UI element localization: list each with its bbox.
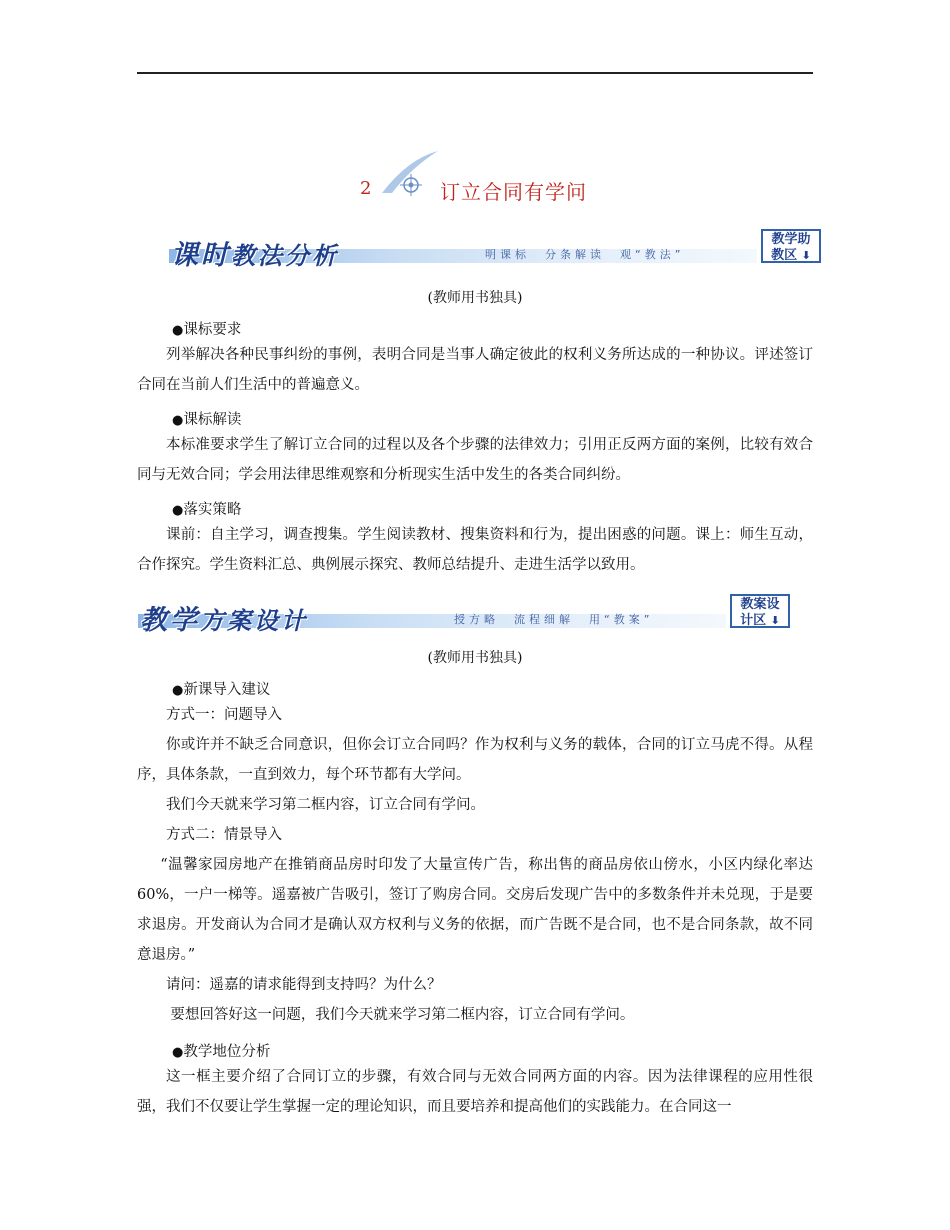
section-body: 列举解决各种民事纠纷的事例，表明合同是当事人确定彼此的权利义务所达成的一种协议。评述签订合同在当前人们生活中的普遍意义。 xyxy=(137,347,813,393)
down-arrow-icon: ⬇ xyxy=(770,614,780,627)
lesson-title-text: 订立合同有学问 xyxy=(440,180,587,204)
banner-title: 教学方案设计 xyxy=(140,605,308,636)
header-rule xyxy=(137,72,813,74)
lesson-plan-area-button[interactable]: 教案设 计区 ⬇ xyxy=(730,594,790,628)
section-heading: ●教学地位分析 xyxy=(172,1044,271,1060)
teaching-help-area-button[interactable]: 教学助 教区 ⬇ xyxy=(761,229,821,263)
banner-lesson-plan xyxy=(138,598,794,636)
section-heading: ●课标要求 xyxy=(172,322,242,338)
section-heading: ●新课导入建议 xyxy=(172,682,271,698)
down-arrow-icon: ⬇ xyxy=(801,249,811,262)
banner-title: 课时教法分析 xyxy=(171,240,339,271)
section-body: 这一框主要介绍了合同订立的步骤，有效合同与无效合同两方面的内容。因为法律课程的应用性很强，我们不仅要让学生掌握一定的理论知识，而且要培养和提高他们的实践能力。在合同这一 xyxy=(137,1069,813,1115)
lesson-title xyxy=(0,145,950,205)
section-heading: ●落实策略 xyxy=(172,502,242,518)
section-body: 课前：自主学习，调查搜集。学生阅读教材、搜集资料和行为，提出困惑的问题。课上：师生互动，合作探究。学生资料汇总、典例展示探究、教师总结提升、走进生活学以致用。 xyxy=(137,527,813,573)
banner-teaching-analysis xyxy=(169,233,825,271)
section-heading: ●课标解读 xyxy=(172,412,242,428)
teacher-note: (教师用书独具) xyxy=(427,290,523,306)
teacher-note: (教师用书独具) xyxy=(427,650,523,666)
lesson-number: 2 xyxy=(360,178,372,199)
banner-subtitle: 明课标 分条解读 观“教法” xyxy=(485,248,685,261)
section-body: 本标准要求学生了解订立合同的过程以及各个步骤的法律效力；引用正反两方面的案例，比较有效合同与无效合同；学会用法律思维观察和分析现实生活中发生的各类合同纠纷。 xyxy=(137,437,813,483)
banner-subtitle: 授方略 流程细解 用“教案” xyxy=(454,613,654,626)
crosshair-swoosh-icon xyxy=(378,147,448,197)
section-body: 方式一：问题导入 你或许并不缺乏合同意识，但你会订立合同吗？作为权利与义务的载体，合同的订立马虎不得。从程序，具体条款，一直到效力，每个环节都有大学问。 我们今天就来学习第二框内容，订立合同有学问。 方式二：情景导入 “温馨家园房地产在推销商品房时印发了大量宣传广告，称出售的商品房依山傍水，小区内绿化率达 60%，一户一梯等。遥嘉被广告吸引，签订了购房合同。交房后发现广告中的多数条件并未兑现，于是要求退房。开发商认为合同才是确认双方权利与义务的依据，而广告既不是合同，也不是合同条款，故不同意退房。” 请问：遥嘉的请求能得到支持吗？为什么？ 要想回答好这一问题，我们今天就来学习第二框内容，订立合同有学问。 xyxy=(137,707,813,1023)
